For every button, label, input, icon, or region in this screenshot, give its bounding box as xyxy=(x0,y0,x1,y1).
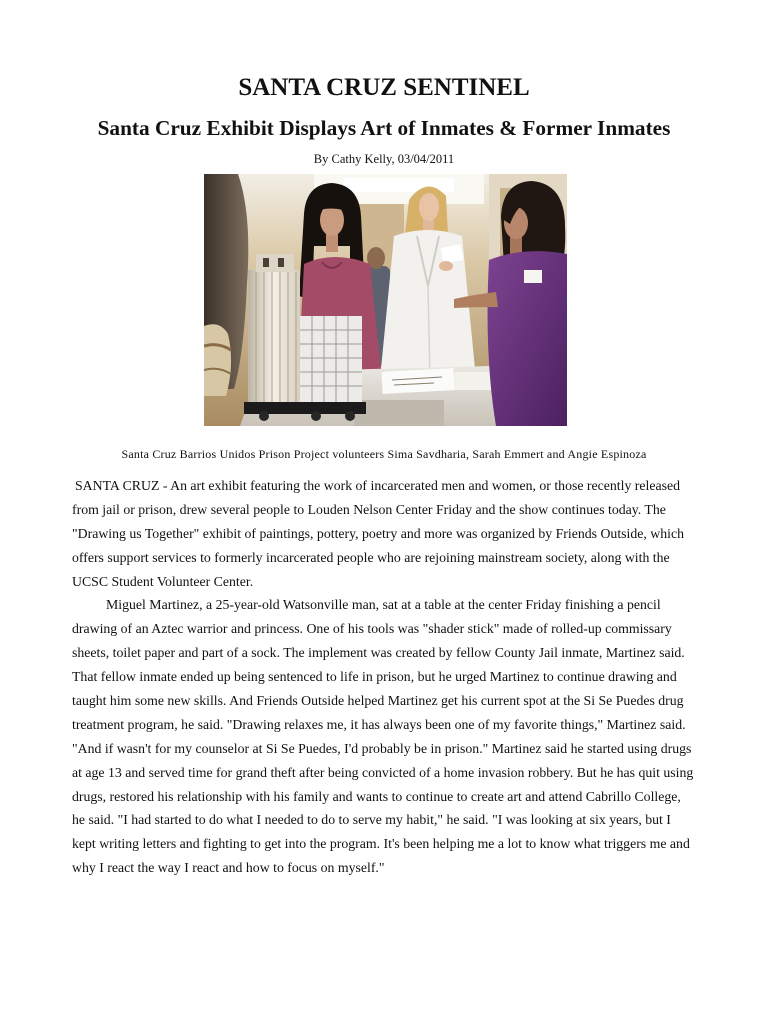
text-line: sheets, toilet paper and part of a sock. The implement was created by fellow County Jail inmate, Martinez said. xyxy=(72,645,685,661)
article-photo xyxy=(204,174,567,426)
wheel xyxy=(311,411,321,421)
masthead-title: SANTA CRUZ SENTINEL xyxy=(238,74,530,101)
paper-sheet xyxy=(381,368,454,394)
text-line: from jail or prison, drew several people to Louden Nelson Center Friday and the show continues today. The xyxy=(72,501,666,517)
name-tag xyxy=(524,270,542,283)
text-line: offers support services to formerly incarcerated people who are rejoining mainstream society, along with the xyxy=(72,549,670,565)
text-line: SANTA CRUZ - An art exhibit featuring the work of incarcerated men and women, or those recently released xyxy=(75,478,680,493)
text-line: he said. "I had started to do what I needed to do to serve my habit," he said. "I was looking at six years, but I xyxy=(72,812,671,828)
paragraph xyxy=(72,474,762,593)
text-line: taught him some new skills. And Friends Outside helped Martinez get his current spot at the Si Se Puedes drug xyxy=(72,693,684,709)
wheel xyxy=(345,411,355,421)
byline: By Cathy Kelly, 03/04/2011 xyxy=(313,152,455,166)
text-line: UCSC Student Volunteer Center. xyxy=(72,573,254,589)
small-pot xyxy=(204,324,231,396)
text-line: drawing of an Aztec warrior and princess. One of his tools was "shader stick" made of rolled-up commissary xyxy=(72,621,672,637)
article-headline: Santa Cruz Exhibit Displays Art of Inmates & Former Inmates xyxy=(97,116,671,140)
text-line: at age 13 and served time for grand theft after being convicted of a home invasion robbery. But he has quit using xyxy=(72,764,694,780)
text-line: why I react the way I react and how to focus on myself." xyxy=(72,860,385,876)
text-line: "And if wasn't for my counselor at Si Se Puedes, I'd probably be in prison." Martinez said he started using drugs xyxy=(72,740,692,756)
photo-illustration xyxy=(204,174,567,426)
text-line: drugs, restored his relationship with his family and wants to continue to create art and attend Cabrillo College, xyxy=(72,788,681,804)
article-body xyxy=(72,474,762,880)
photo-caption: Santa Cruz Barrios Unidos Prison Project volunteers Sima Savdharia, Sarah Emmert and Angie Espinoza xyxy=(121,447,647,461)
text-line: treatment program, he said. "Drawing relaxes me, it has always been one of my favorite things," Martinez said. xyxy=(72,716,686,732)
tower-top xyxy=(256,254,294,272)
paragraph xyxy=(72,593,762,880)
model-trailer xyxy=(300,316,362,402)
hand xyxy=(439,261,453,271)
text-line: kept writing letters and fighting to get into the program. It's been helping me a lot to know what triggers me and xyxy=(72,836,690,852)
wheel xyxy=(259,411,269,421)
face xyxy=(419,193,439,221)
text-line: Miguel Martinez, a 25-year-old Watsonville man, sat at a table at the center Friday finishing a pencil xyxy=(106,597,661,613)
text-line: That fellow inmate ended up being sentenced to life in prison, but he urged Martinez to continue drawing and xyxy=(72,669,677,685)
text-line: "Drawing us Together" exhibit of paintings, pottery, poetry and more was organized by Friends Outside, which xyxy=(72,525,685,541)
